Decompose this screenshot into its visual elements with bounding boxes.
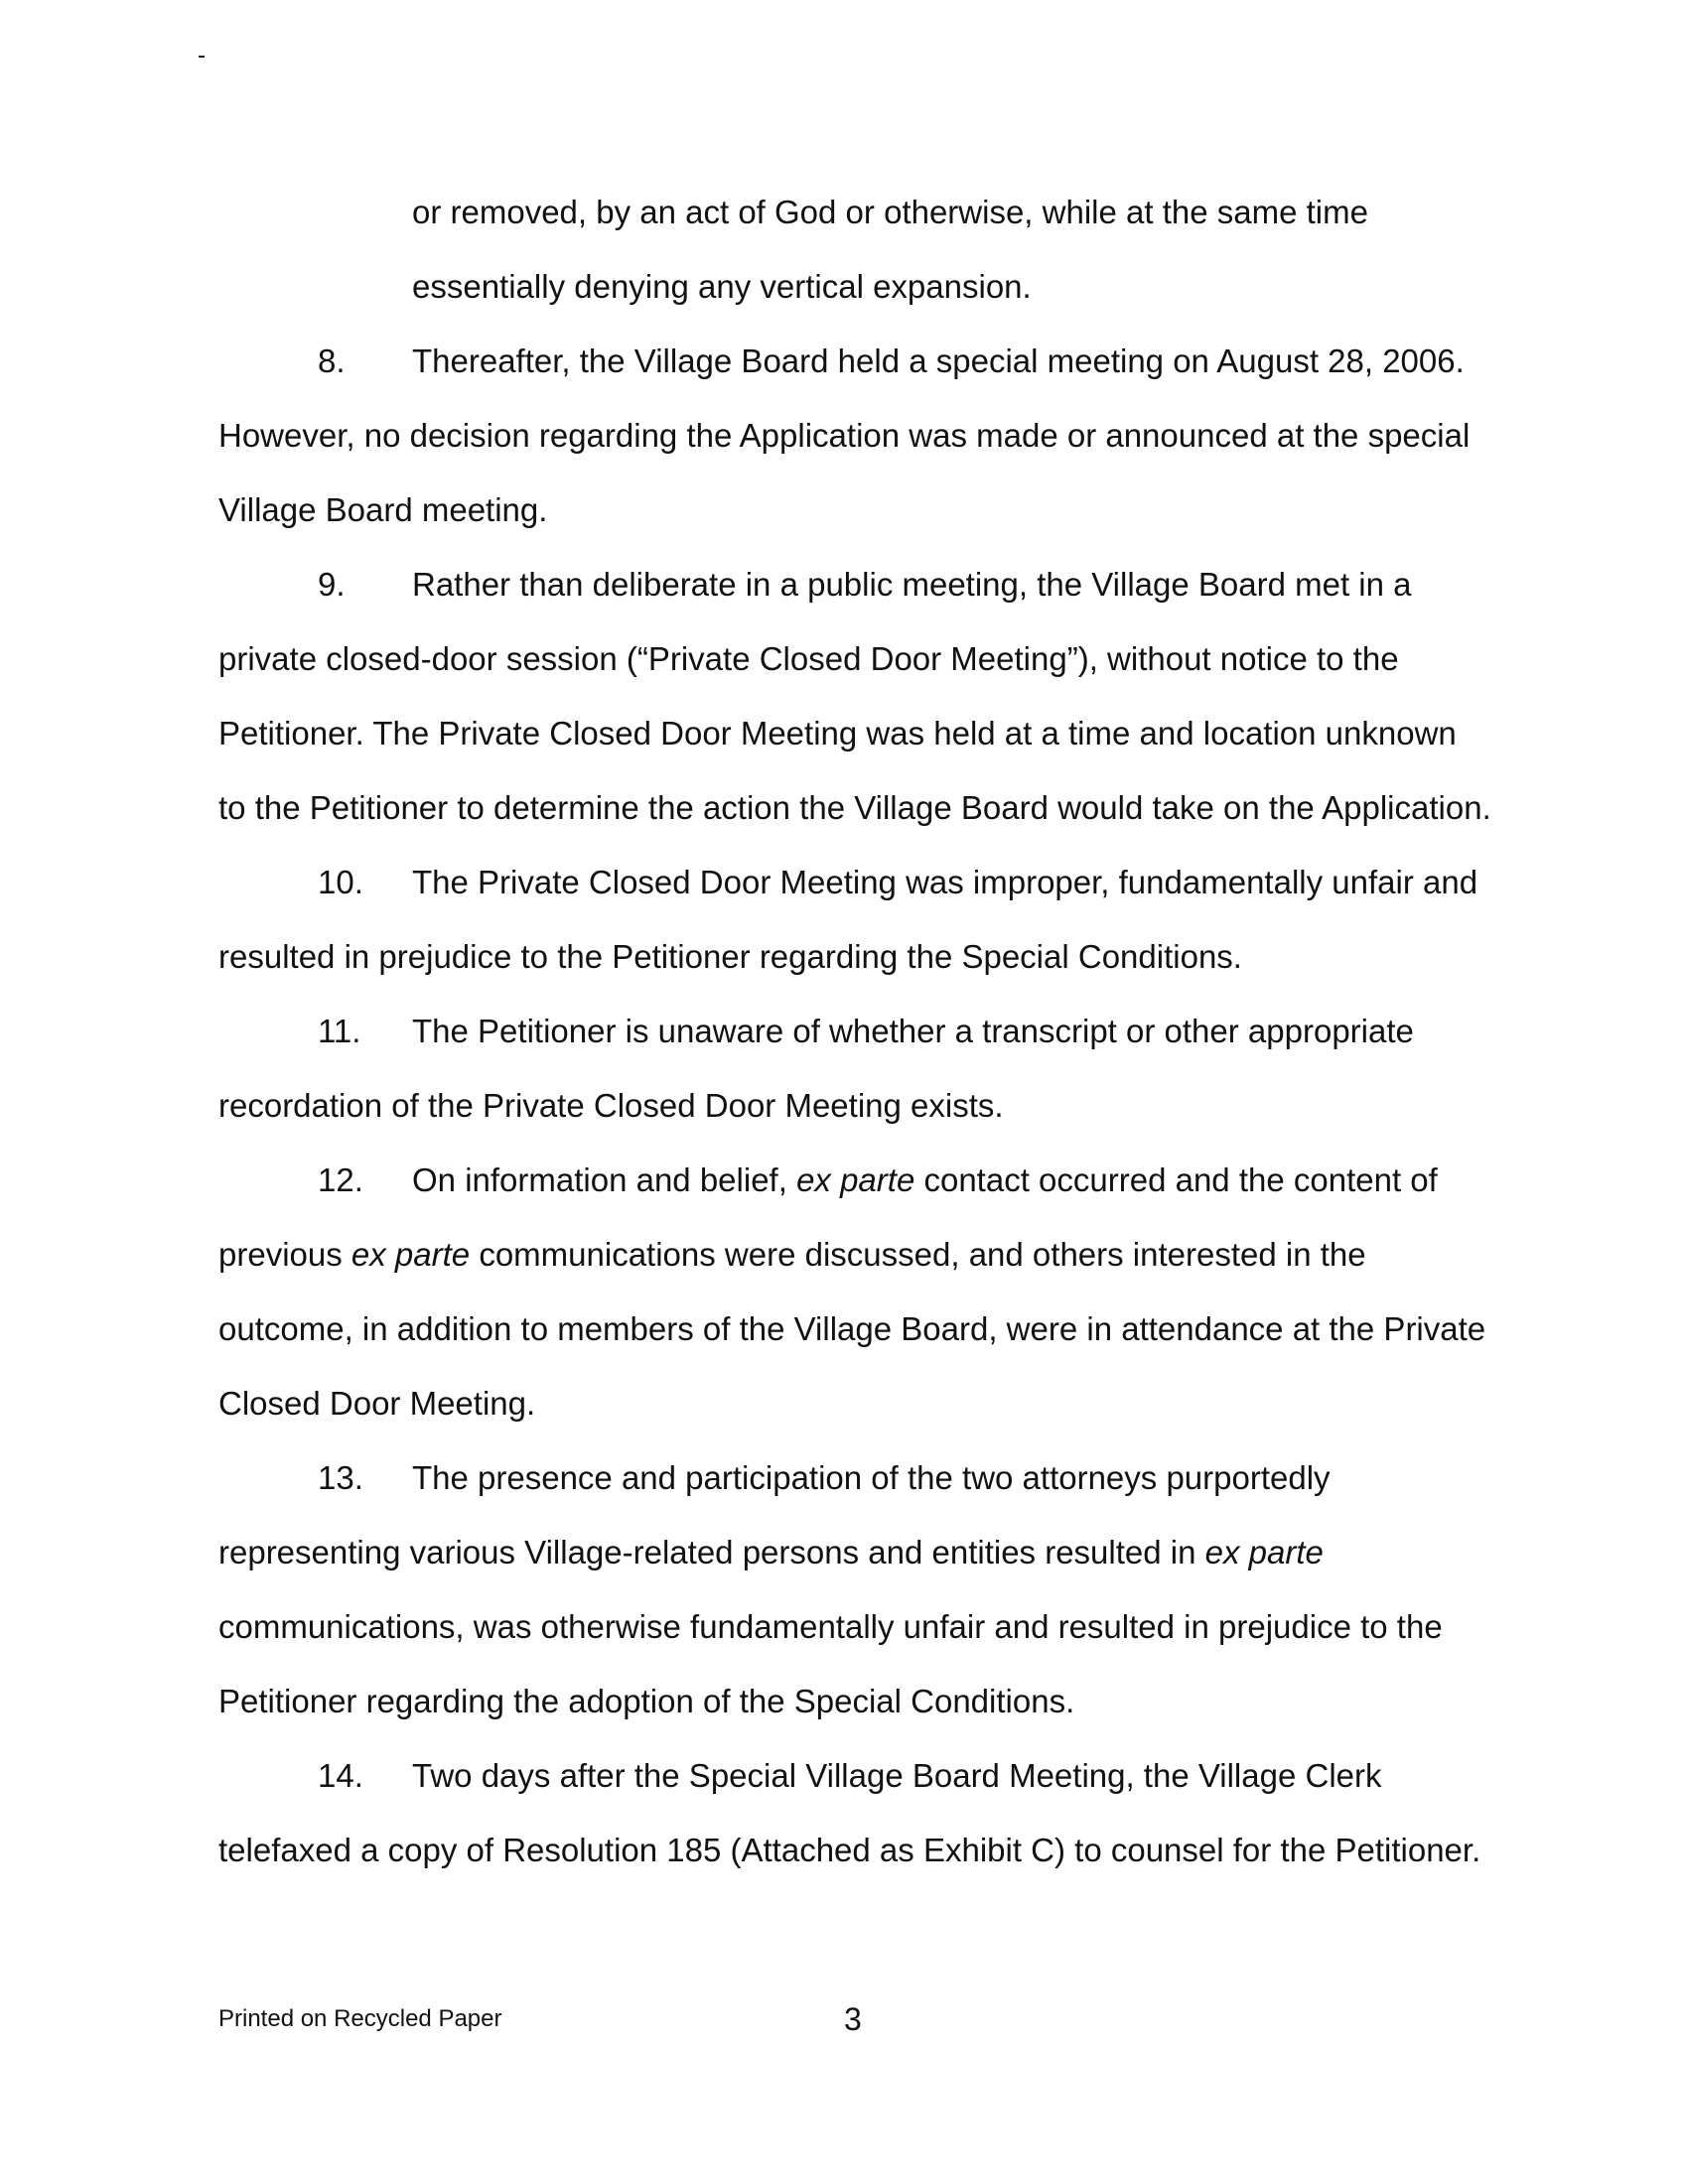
paragraph-8 bbox=[218, 324, 1499, 547]
paragraph-line: Petitioner. The Private Closed Door Meeting was held at a time and location unknown bbox=[218, 715, 1457, 751]
paragraph-10 bbox=[218, 845, 1499, 994]
paragraph-number: 13. bbox=[318, 1459, 363, 1496]
paragraph-line: Two days after the Special Village Board Meeting, the Village Clerk bbox=[412, 1757, 1382, 1794]
paragraph-line: resulted in prejudice to the Petitioner regarding the Special Conditions. bbox=[218, 938, 1242, 975]
paragraph-number: 8. bbox=[318, 342, 346, 379]
paragraph-line: The presence and participation of the two attorneys purportedly bbox=[412, 1459, 1331, 1496]
paragraph-text: contact occurred and the content of bbox=[914, 1161, 1438, 1198]
page-number: 3 bbox=[844, 2001, 862, 2037]
continuation-line: or removed, by an act of God or otherwise, while at the same time bbox=[412, 194, 1368, 230]
footer-recycled-note: Printed on Recycled Paper bbox=[218, 2005, 502, 2032]
paragraph-line: outcome, in addition to members of the Village Board, were in attendance at the Private bbox=[218, 1310, 1486, 1347]
paragraph-text: previous bbox=[218, 1236, 351, 1273]
paragraph-11 bbox=[218, 994, 1499, 1143]
paragraph-number: 9. bbox=[318, 566, 346, 603]
paragraph-line: recordation of the Private Closed Door Meeting exists. bbox=[218, 1087, 1004, 1124]
paragraph-number: 10. bbox=[318, 864, 363, 900]
paragraph-line: The Petitioner is unaware of whether a transcript or other appropriate bbox=[412, 1013, 1414, 1049]
scan-speck bbox=[199, 56, 205, 58]
italic-term: ex parte bbox=[1204, 1534, 1324, 1570]
paragraph-9 bbox=[218, 547, 1499, 845]
paragraph-12 bbox=[218, 1143, 1499, 1440]
paragraph-text: representing various Village-related persons and entities resulted in bbox=[218, 1534, 1205, 1570]
italic-term: ex parte bbox=[351, 1236, 471, 1273]
paragraph-line: Closed Door Meeting. bbox=[218, 1385, 536, 1422]
paragraph-line: However, no decision regarding the Application was made or announced at the special bbox=[218, 417, 1471, 454]
paragraph-line: Village Board meeting. bbox=[218, 491, 548, 528]
paragraph-number: 14. bbox=[318, 1757, 363, 1794]
paragraph-line: communications, was otherwise fundamentally unfair and resulted in prejudice to the bbox=[218, 1608, 1443, 1645]
continuation-line: essentially denying any vertical expansion. bbox=[412, 268, 1032, 305]
paragraph-14 bbox=[218, 1738, 1499, 1887]
paragraph-13 bbox=[218, 1440, 1499, 1738]
paragraph-text: communications were discussed, and others interested in the bbox=[470, 1236, 1366, 1273]
paragraph-line: telefaxed a copy of Resolution 185 (Attached as Exhibit C) to counsel for the Petitioner. bbox=[218, 1832, 1481, 1868]
continuation-paragraph bbox=[412, 175, 1484, 324]
paragraph-line: The Private Closed Door Meeting was improper, fundamentally unfair and bbox=[412, 864, 1478, 900]
paragraph-line: to the Petitioner to determine the action the Village Board would take on the Application. bbox=[218, 789, 1491, 826]
paragraph-line: private closed-door session (“Private Closed Door Meeting”), without notice to the bbox=[218, 640, 1399, 677]
italic-term: ex parte bbox=[796, 1161, 915, 1198]
paragraph-number: 11. bbox=[318, 1013, 361, 1049]
paragraph-line: Thereafter, the Village Board held a special meeting on August 28, 2006. bbox=[412, 342, 1465, 379]
paragraph-number: 12. bbox=[318, 1161, 363, 1198]
paragraph-line: Rather than deliberate in a public meeting, the Village Board met in a bbox=[412, 566, 1412, 603]
paragraph-line: Petitioner regarding the adoption of the Special Conditions. bbox=[218, 1683, 1075, 1719]
paragraph-text: On information and belief, bbox=[412, 1161, 797, 1198]
